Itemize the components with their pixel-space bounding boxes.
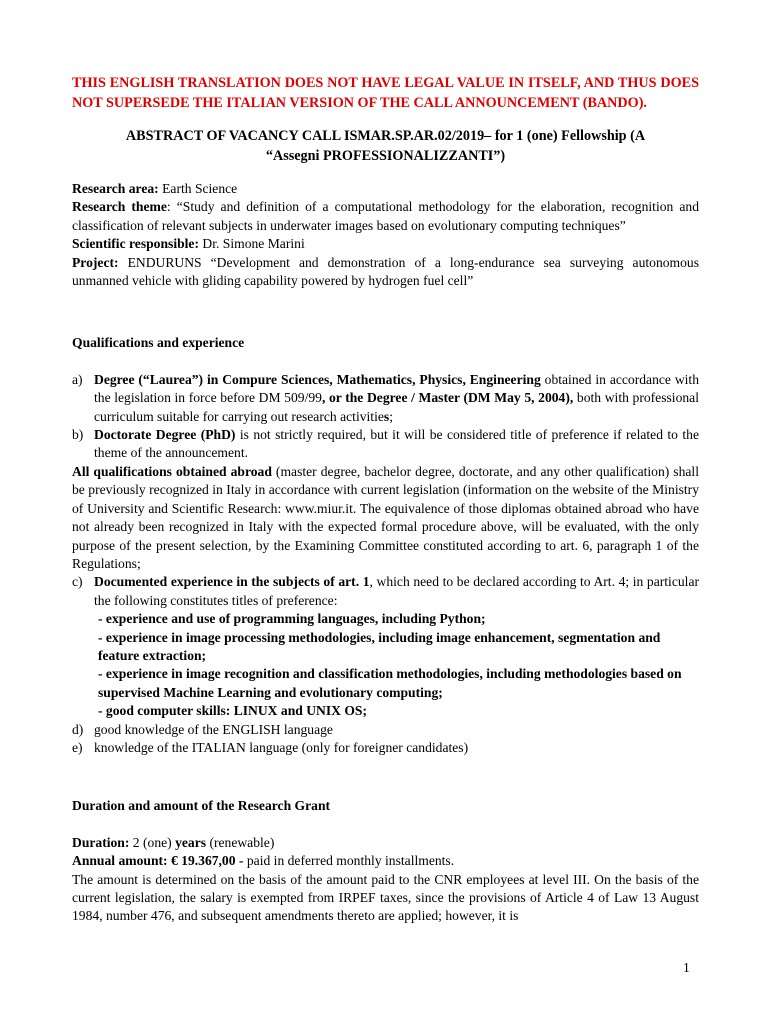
qualifications-heading: Qualifications and experience bbox=[72, 335, 245, 351]
document-title bbox=[72, 127, 699, 166]
research-area: Research area: Earth Science bbox=[72, 181, 238, 196]
qualification-item-e: e) knowledge of the ITALIAN language (only for foreigner candidates) bbox=[72, 739, 469, 755]
grant-heading: Duration and amount of the Research Grant bbox=[72, 798, 331, 814]
preference-item: - experience and use of programming languages, including Python; bbox=[98, 611, 486, 627]
title-line-2: “Assegni PROFESSIONALIZZANTI”) bbox=[265, 147, 506, 164]
preference-item: - good computer skills: LINUX and UNIX OS; bbox=[98, 703, 368, 719]
qualifications-section bbox=[72, 334, 699, 757]
abroad-qualifications: All qualifications obtained abroad (master degree, bachelor degree, doctorate, and any other qualification) shall be previously recognized in Italy in accordance with current legislation (information on the website of the Ministry of University and Scientific Research: www.miur.it. The equivalence of those diplomas obtained abroad who have not already been recognized in Italy with the expected formal procedure above, will be evaluated, with the only purpose of the present selection, by the Examining Committee constituted according to art. 6, paragraph 1 of the Regulations; bbox=[72, 463, 699, 571]
grant-body: The amount is determined on the basis of the amount paid to the CNR employees at level III. On the basis of the current legislation, the salary is exempted from IRPEF taxes, since the provisions of Article 4 of Law 13 August 1984, number 476, and subsequent amendments thereto are applied; however, it is bbox=[72, 871, 699, 924]
preference-item: - experience in image processing methodologies, including image enhancement, segmentation and feature extraction; bbox=[98, 629, 661, 663]
grant-section bbox=[72, 797, 699, 925]
research-theme: Research theme: “Study and definition of a computational methodology for the elaboration, recognition and classification of relevant subjects in underwater images based on evolutionary computing techniques” bbox=[72, 199, 699, 233]
qualification-item-a: a) Degree (“Laurea”) in Compure Sciences, Mathematics, Physics, Engineering obtained in accordance with the legislation in force before DM 509/99, or the Degree / Master (DM May 5, 2004), both with professional curriculum suitable for carrying out research activities; bbox=[72, 371, 700, 424]
page-number: 1 bbox=[683, 960, 690, 975]
preference-item: - experience in image recognition and classification methodologies, including methodologies based on supervised Machine Learning and evolutionary computing; bbox=[98, 666, 682, 700]
grant-duration: Duration: 2 (one) years (renewable) bbox=[72, 834, 275, 850]
call-info bbox=[72, 180, 699, 290]
title-line-1: ABSTRACT OF VACANCY CALL ISMAR.SP.AR.02/2019– for 1 (one) Fellowship (A bbox=[125, 128, 646, 144]
qualification-item-d: d) good knowledge of the ENGLISH language bbox=[72, 721, 333, 737]
grant-amount: Annual amount: € 19.367,00 - paid in deferred monthly installments. bbox=[72, 853, 455, 869]
project: Project: ENDURUNS “Development and demonstration of a long-endurance sea surveying autonomous unmanned vehicle with gliding capability powered by hydrogen fuel cell” bbox=[72, 254, 699, 289]
legal-disclaimer: THIS ENGLISH TRANSLATION DOES NOT HAVE LEGAL VALUE IN ITSELF, AND THUS DOES NOT SUPERSEDE THE ITALIAN VERSION OF THE CALL ANNOUNCEMENT (BANDO). bbox=[72, 75, 699, 111]
scientific-responsible: Scientific responsible: Dr. Simone Marini bbox=[72, 236, 305, 252]
document-page bbox=[72, 74, 699, 926]
qualification-item-c: c) Documented experience in the subjects of art. 1, which need to be declared according to Art. 4; in particular the following constitutes titles of preference: bbox=[72, 574, 699, 608]
qualification-item-b: b) Doctorate Degree (PhD) is not strictly required, but it will be considered title of preference if related to the theme of the announcement. bbox=[72, 427, 699, 461]
